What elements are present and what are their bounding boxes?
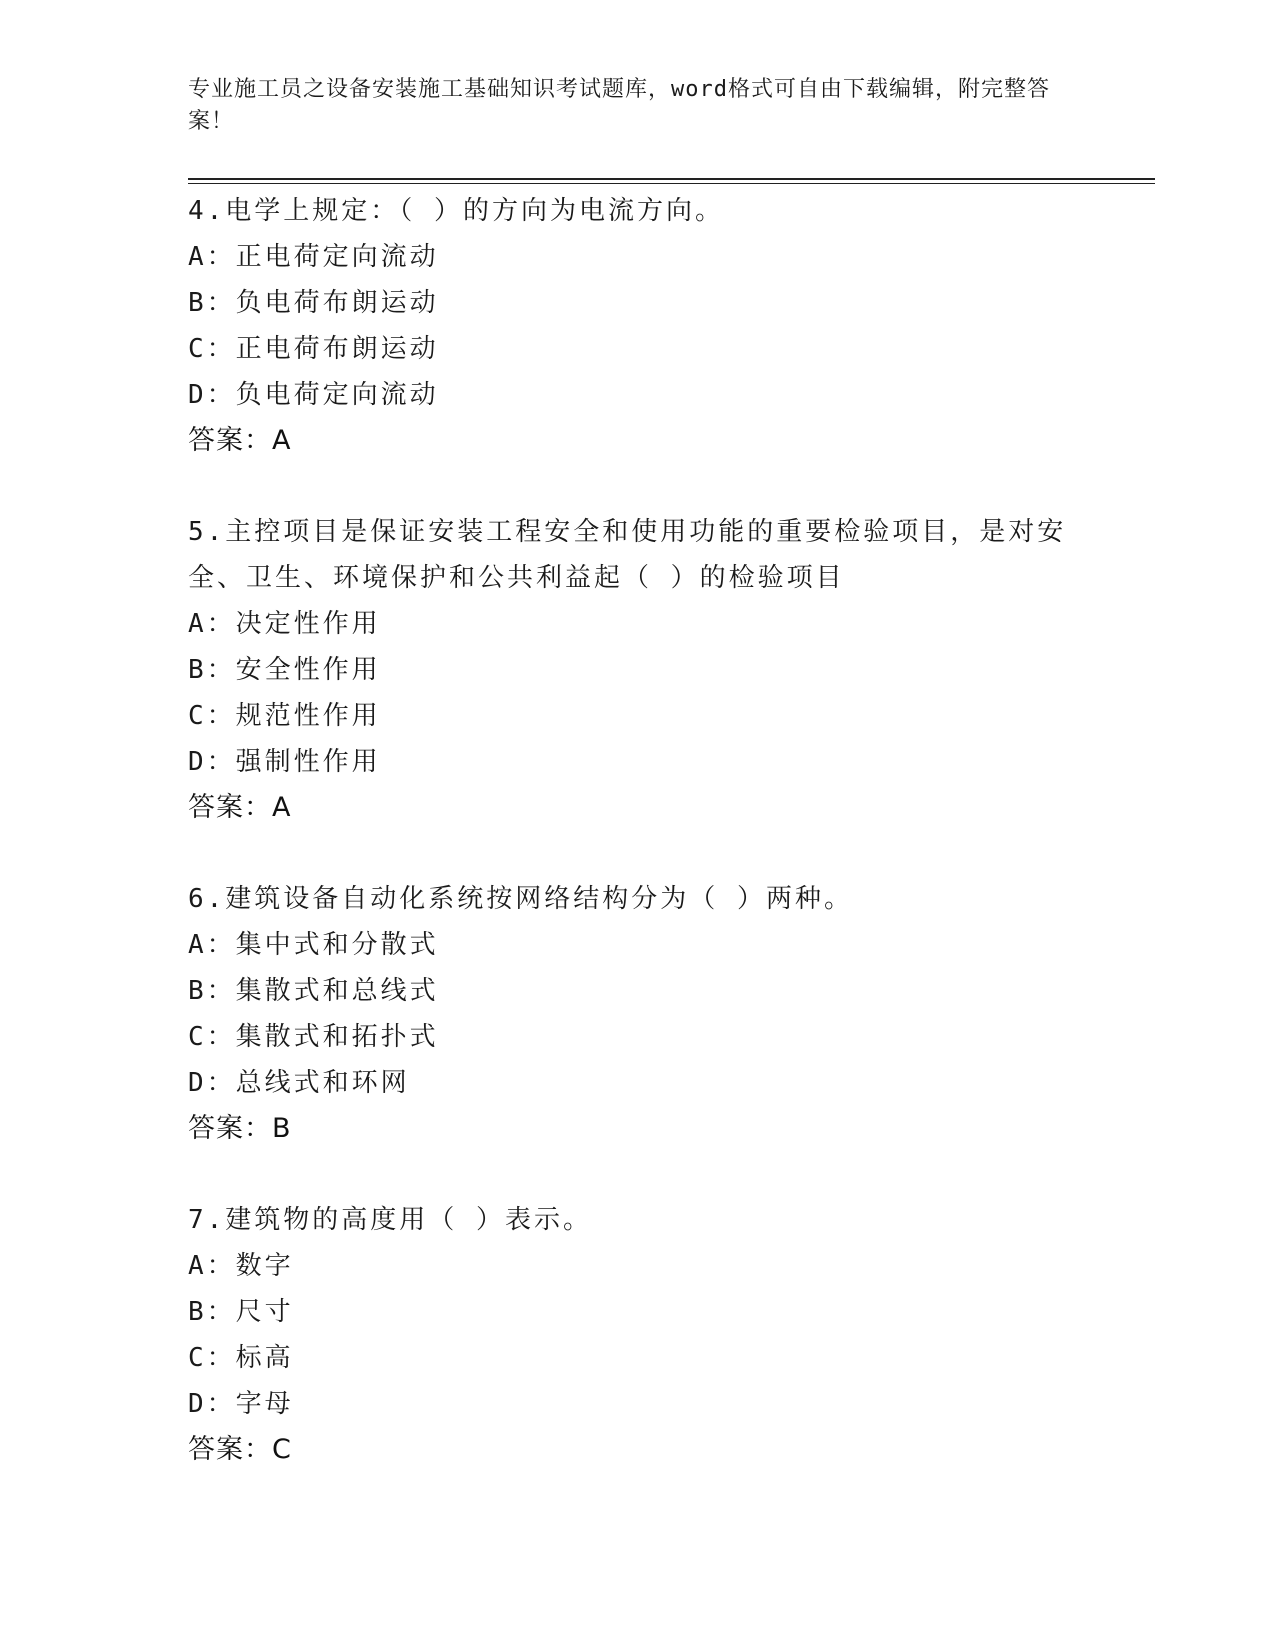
document-header: 专业施工员之设备安装施工基础知识考试题库，word格式可自由下载编辑，附完整答案！	[188, 77, 1050, 134]
answer-line: 答案：A	[188, 792, 292, 823]
option-d: D：负电荷定向流动	[188, 380, 439, 410]
question-list	[188, 188, 1088, 1518]
option-b: B：集散式和总线式	[188, 976, 439, 1006]
option-d: D：总线式和环网	[188, 1068, 410, 1098]
question-4	[188, 188, 1088, 464]
option-b: B：负电荷布朗运动	[188, 288, 439, 318]
question-stem: 4.电学上规定：（ ）的方向为电流方向。	[188, 196, 724, 226]
answer-line: 答案：C	[188, 1434, 292, 1465]
option-c: C：标高	[188, 1343, 294, 1373]
question-6	[188, 876, 1088, 1152]
answer-line: 答案：A	[188, 425, 292, 456]
option-a: A：决定性作用	[188, 609, 381, 639]
option-c: C：规范性作用	[188, 701, 381, 731]
question-stem: 6.建筑设备自动化系统按网络结构分为（ ）两种。	[188, 884, 853, 914]
option-b: B：安全性作用	[188, 655, 381, 685]
option-a: A：正电荷定向流动	[188, 242, 439, 272]
header-divider-thick	[188, 178, 1155, 180]
answer-line: 答案：B	[188, 1113, 292, 1144]
option-a: A：数字	[188, 1251, 294, 1281]
question-5	[188, 509, 1088, 831]
header-divider-thin	[188, 183, 1155, 184]
option-a: A：集中式和分散式	[188, 930, 439, 960]
option-d: D：字母	[188, 1389, 294, 1419]
option-b: B：尺寸	[188, 1297, 294, 1327]
question-stem: 7.建筑物的高度用（ ）表示。	[188, 1205, 592, 1235]
option-d: D：强制性作用	[188, 747, 381, 777]
question-stem: 5.主控项目是保证安装工程安全和使用功能的重要检验项目，是对安全、卫生、环境保护和公共利益起（ ）的检验项目	[188, 517, 1067, 593]
option-c: C：正电荷布朗运动	[188, 334, 439, 364]
question-7	[188, 1197, 1088, 1473]
option-c: C：集散式和拓扑式	[188, 1022, 439, 1052]
